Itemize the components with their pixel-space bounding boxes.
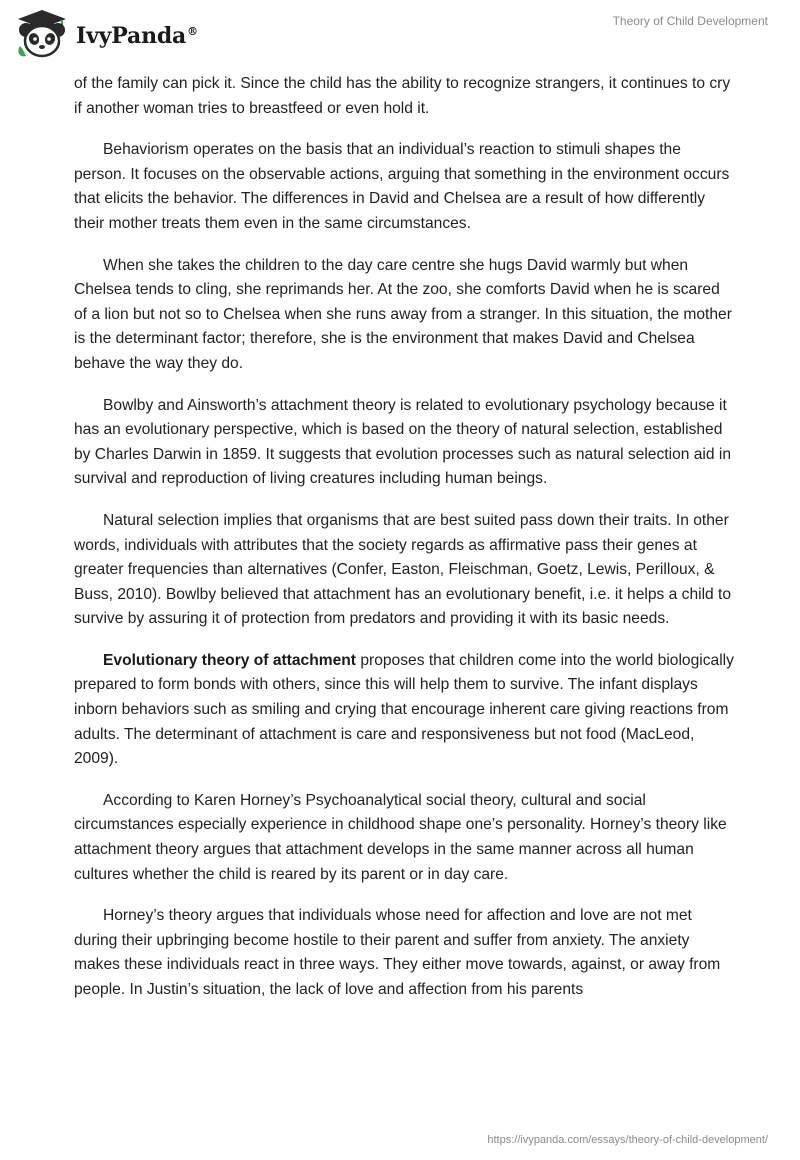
- paragraph: When she takes the children to the day care centre she hugs David warmly but when Chelsea tends to cling, she reprimands her. At the zoo, she comforts David when he is scared of a lion but not so to Chelsea when she runs away from a stranger. In this situation, the mother is the determinant factor; therefore, she is the environment that makes David and Chelsea behave the way they do.: [74, 256, 732, 372]
- paragraph: Horney’s theory argues that individuals whose need for affection and love are not met during their upbringing become hostile to their parent and suffer from anxiety. The anxiety makes these individuals react in three ways. They either move towards, against, or away from people. In Justin’s situation, the lack of love and affection from his parents: [74, 907, 721, 998]
- paragraph: Behaviorism operates on the basis that an individual’s reaction to stimuli shapes the person. It focuses on the observable actions, arguing that something in the environment occurs that elicits the behavior. The differences in David and Chelsea are a result of how differently their mother treats them even in the same circumstances.: [74, 141, 730, 232]
- logo-wordmark: IvyPanda®: [76, 23, 198, 49]
- essay-body: [74, 72, 734, 1020]
- document-title: Theory of Child Development: [612, 14, 768, 28]
- paragraph: of the family can pick it. Since the child has the ability to recognize strangers, it continues to cry if another woman tries to breastfeed or even hold it.: [74, 75, 731, 117]
- ivypanda-logo[interactable]: [14, 8, 198, 60]
- source-url[interactable]: https://ivypanda.com/essays/theory-of-child-development/: [487, 1134, 768, 1146]
- paragraph: Natural selection implies that organisms that are best suited pass down their traits. In other words, individuals with attributes that the society regards as affirmative pass their genes at greater frequencies than alternatives (Confer, Easton, Fleischman, Goetz, Lewis, Perilloux, & Buss, 2010). Bowlby believed that attachment has an evolutionary benefit, i.e. it helps a child to survive by assuring it of protection from predators and providing it with its basic needs.: [74, 511, 732, 628]
- paragraph: According to Karen Horney’s Psychoanalytical social theory, cultural and social circumstances especially experience in childhood shape one’s personality. Horney’s theory like attachment theory argues that attachment develops in the same manner across all human cultures whether the child is reared by its parent or in day care.: [74, 791, 727, 883]
- page-header: [0, 0, 800, 70]
- paragraph: Bowlby and Ainsworth’s attachment theory is related to evolutionary psychology because it has an evolutionary perspective, which is based on the theory of natural selection, established by Charles Darwin in 1859. It suggests that evolution processes such as natural selection aid in survival and reproduction of living creatures including human beings.: [74, 396, 732, 488]
- paragraph-text: proposes that children come into the world biologically prepared to form bonds with others, since this will help them to survive. The infant displays inborn behaviors such as smiling and crying that encourage inherent care giving reactions from adults. The determinant of attachment is care and responsiveness but not food (MacLeod, 2009).: [74, 651, 734, 768]
- paragraph-with-bold-lead: [74, 649, 734, 772]
- bold-term: Evolutionary theory of attachment: [103, 651, 357, 669]
- panda-graduate-icon: [14, 8, 70, 60]
